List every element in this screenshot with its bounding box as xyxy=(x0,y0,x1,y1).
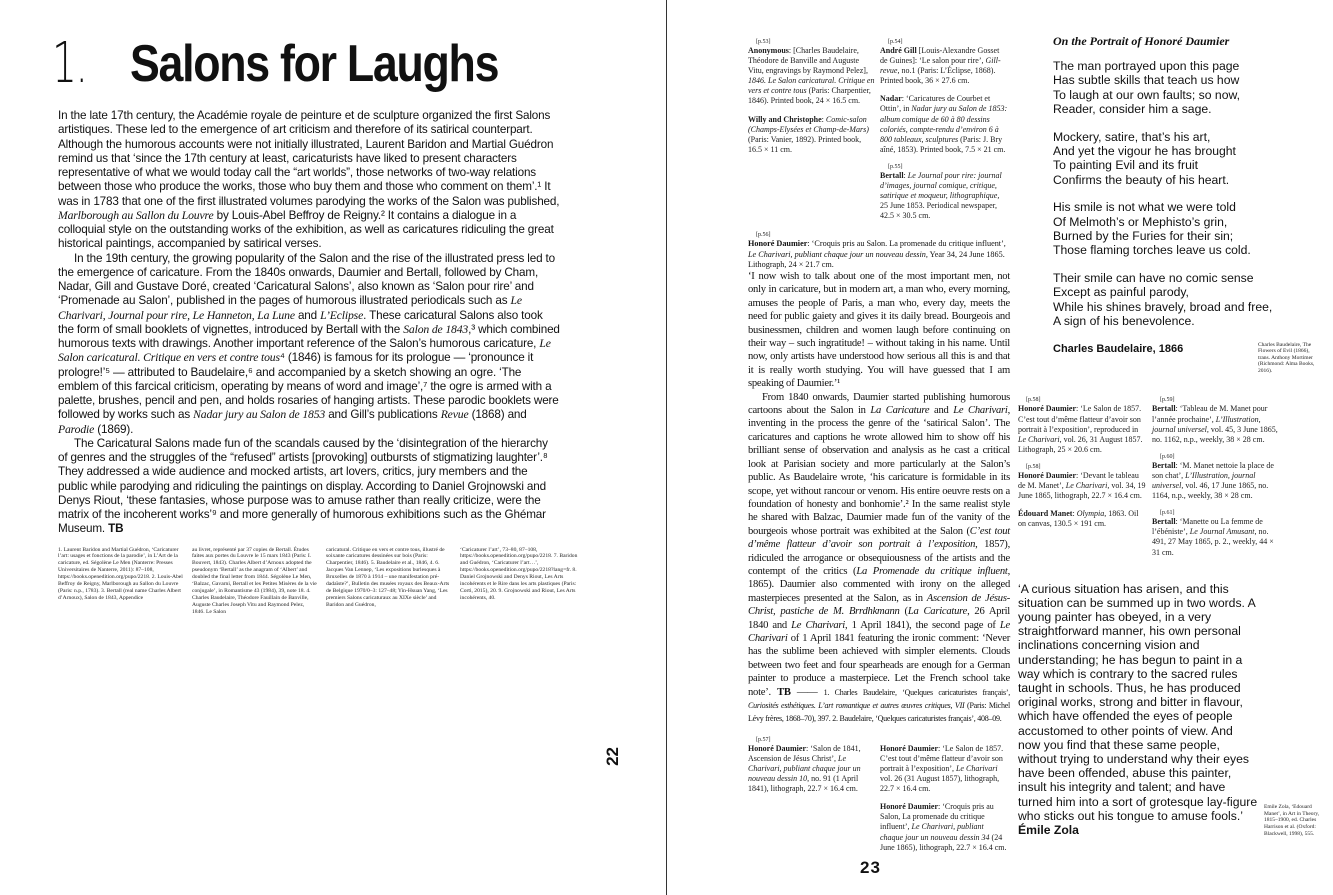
text-run: ( xyxy=(899,606,908,618)
caption-title: Gill-revue xyxy=(880,56,1001,76)
footnotes-col-4: ‘Caricaturer l’art’, 73–80, 87–108, https://books.openedition.org/pupo/2218. 7. Baridon and Guédron, ‘Caricaturer l’art…’, https://books.openedition.org/pupo/2218?lang=fr. 8. Daniel Grojnowski and Denys Riout, Les Arts incohérents et le Rire dans les arts plastiques (Paris: Corti, 2015), 20. 9. Grojnowski and Riout, Les Arts incohérents, 40. xyxy=(460,546,578,601)
captions-mid xyxy=(1018,396,1318,557)
caption-artist: Édouard Manet xyxy=(1018,509,1073,519)
poem-line: Except as painful parody, xyxy=(1053,285,1189,300)
text-run: and xyxy=(294,308,321,322)
italic-title: Le Charivari xyxy=(953,405,1008,417)
caption-text: : ‘Croquis pris au Salon. La promenade du critique influent’, xyxy=(807,239,1006,249)
poem-line: Confirms the beauty of his heart. xyxy=(1053,172,1230,187)
author-initials: TB xyxy=(108,522,124,536)
chapter-title: Salons for Laughs xyxy=(130,35,499,93)
italic-title: C’est tout d’même flatteur d’avoir son portrait à l’exposition xyxy=(748,525,1011,551)
captions-top-right xyxy=(880,38,1008,221)
chapter-number: 1. xyxy=(52,31,87,96)
italic-title: Nadar jury au Salon de 1853 xyxy=(193,408,326,422)
caption-artist: Honoré Daumier xyxy=(748,743,806,753)
italic-title: L’Eclipse xyxy=(320,308,364,322)
poem-line: To laugh at our own faults; so now, xyxy=(1053,87,1240,102)
poem-line: Burned by the Furies for their sin; xyxy=(1053,229,1234,244)
page-gutter xyxy=(666,0,667,895)
caption-artist: Anonymous xyxy=(748,46,789,55)
caption-artist: Honoré Daumier xyxy=(880,802,938,812)
text-run: of 1 April 1841 featuring the ironic comment: ‘Never has the sublime been achieved with simpler elements. Clouds between two feet and four spearheads are enough for a German painter to produce a masterpiece. Let the French school take note’. xyxy=(748,632,1010,698)
caption-title: Le Charivari xyxy=(955,764,998,774)
stanza xyxy=(1053,200,1318,258)
image-caption xyxy=(1018,463,1146,501)
caption-details: , no.1 (Paris: L’Éclipse, 1868). Printed book, 36 × 27.6 cm. xyxy=(880,66,996,86)
poem-stanzas xyxy=(1053,59,1318,329)
caption-text: : ‘Salon de 1841, Ascension de Jésus Christ’, xyxy=(748,743,861,763)
poem-line: Of Melmoth’s or Mephisto’s grin, xyxy=(1053,214,1228,229)
paragraph xyxy=(748,270,1010,391)
text-run: , 26 April 1840 and xyxy=(748,606,1010,631)
caption-text: : ‘Le Salon de 1857. C’est tout d’même flatteur d’avoir son portrait à l’exposition’, reproduced in xyxy=(1018,404,1142,434)
italic-title: Marlborough au Sallon du Louvre xyxy=(58,208,214,222)
italic-title: Revue xyxy=(440,408,469,422)
text-run: ,³ which combined humorous texts with drawings. Another important reference of the Salon’s humorous caricature, xyxy=(58,322,560,350)
main-essay xyxy=(748,231,1010,725)
italic-title: Ascension de Jésus-Christ, pastiche de M. Brrdhkmann xyxy=(748,592,1010,618)
plate-reference: [p.59] xyxy=(1160,397,1175,404)
caption-artist: Nadar xyxy=(880,94,902,104)
caption-text: : xyxy=(903,170,908,180)
footnotes-col-1: 1. Laurent Baridon and Martial Guédron, ‘Caricaturer l’art: usages et fonctions de la parodie’, in L’Art de la caricature, ed. Ségolène Le Men (Nanterre: Presses Universitaires de Nanterre, 2011): 87–108, https://books.openedition.org/pupo/2218. 2. Louis-Abel Beffroy de Reigny, Marlborough au Sallon du Louvre (Paris: n.p., 1783). 3. Bertall (real name Charles Albert d’Arnoux), Salon de 1843, Appendice xyxy=(58,546,183,601)
poem xyxy=(1053,33,1318,374)
caption-artist: Bertall xyxy=(1152,460,1176,470)
caption-details: (24 June 1865), lithograph, 22.7 × 16.4 cm. xyxy=(880,832,1007,852)
poem-line: His smile is not what we were told xyxy=(1053,200,1236,215)
caption-title: Le Journal pour rire: journal d’images, journal comique, critique, satirique et moqueur, lithographique, xyxy=(880,170,1002,201)
poem-line: And yet the vigour he has brought xyxy=(1053,144,1236,159)
text-run: , 1 April 1841), the second page of xyxy=(845,619,1000,631)
poem-signature-row xyxy=(1053,342,1318,375)
italic-title: Le Charivari xyxy=(748,619,1010,644)
italic-title: Le Charivari, Journal pour rire, Le Hanneton, La Lune xyxy=(58,294,522,322)
caption-details: , vol. 45, 3 June 1865, no. 1162, n.p., weekly, 38 × 28 cm. xyxy=(1152,424,1278,444)
caption-text: : ‘Devant le tableau de M. Manet’, xyxy=(1018,470,1139,491)
poem-line: Their smile can have no comic sense xyxy=(1053,270,1254,285)
caption-details: (Paris: J. Bry aîné, 1853). Printed book, 7.5 × 21 cm. xyxy=(880,134,1006,154)
footnotes-col-2: au livret, représenté par 37 copies de Bertall. Études faites aux portes du Louvre le 15 mars 1843 (Paris: I. Bouvert, 1843). Charles Albert d’Arnoux adopted the pseudonym ‘Bertall’ as the anagram of ‘Albert’ and doubled the final letter from 1844. Ségolène Le Men, ‘Balzac, Gavarni, Bertall et les Petites Misères de la vie conjugale’, in Romantisme 43 (1984), 39, note 18. 4. Charles Baudelaire, Théodore Fauillain de Banville, Auguste Charles Joseph Vitu and Raymond Pelez, 1846. Le Salon xyxy=(192,546,317,615)
caption-text: : ‘M. Manet nettoie la place de son chat’, xyxy=(1152,460,1274,480)
text-run: (1869). xyxy=(94,422,134,436)
text-run: , 1865). Daumier also commented with irony on the alleged masterpieces presented at the Salon, as in xyxy=(748,565,1010,604)
paragraph xyxy=(58,437,560,537)
left-page-content xyxy=(58,109,578,616)
plate-reference: [p.60] xyxy=(1160,453,1175,460)
caption-title: Comic-salon (Champs-Elysées et Champ-de-Mars) xyxy=(748,114,869,134)
caption-details: (Paris: Charpentier, 1846). Printed book, 24 × 16.5 cm. xyxy=(748,86,871,106)
poem-line: The man portrayed upon this page xyxy=(1053,59,1240,73)
caption-title: Le Charivari xyxy=(1065,481,1108,491)
text-run: ‘I now wish to talk about one of the most important men, not only in caricature, but in modern art, a man who, every morning, amuses the people of Paris, a man who, every day, meets the need for public gaiety and gives it its daily bread. Bourgeois and businessmen, children and women laugh before continuing on their way – such ingratitude! – without taking in his name. Until now, only artists have understood how serious all this is and that it is really worth studying. You will have guessed that I am speaking of Daumier.’¹ xyxy=(748,271,1010,390)
poem-line: While his shines bravely, broad and free, xyxy=(1053,299,1273,314)
italic-title: Le Charivari xyxy=(791,619,845,631)
captions-mid-left xyxy=(1018,396,1146,529)
image-caption xyxy=(748,736,876,794)
caption-text: : ‘Le Salon de 1857. C’est tout d’même flatteur d’avoir son portrait à l’exposition’, xyxy=(880,743,1004,774)
poem-line: Reader, consider him a sage. xyxy=(1053,102,1212,117)
footnotes xyxy=(58,546,578,616)
captions-mid-right xyxy=(1152,396,1280,557)
caption-artist: André Gill xyxy=(880,46,917,55)
plate-reference: [p.56] xyxy=(756,232,771,239)
text-run: and xyxy=(929,405,954,417)
caption-artist: Honoré Daumier xyxy=(1018,404,1076,414)
plate-reference: [p.58] xyxy=(1026,463,1041,470)
page-number-right: 23 xyxy=(860,858,881,877)
caption-details: , no. 91 (1 April 1841), lithograph, 22.7 × 16.4 cm. xyxy=(748,774,859,794)
caption-artist: Honoré Daumier xyxy=(1018,470,1076,480)
caption-text: : ‘Croquis pris au Salon, La promenade du critique influent’, xyxy=(880,802,994,832)
paragraph xyxy=(58,109,560,252)
plate-reference: [p.58] xyxy=(1026,397,1041,404)
captions-top-left xyxy=(748,38,876,155)
page-number-left: 22 xyxy=(603,747,622,766)
text-run: From 1840 onwards, Daumier started publishing humorous cartoons about the Salon in xyxy=(748,391,1010,417)
caption-text: : xyxy=(1072,509,1077,519)
text-run: , 1857), ridiculed the arrogance or obsequiousness of the artists and the contempt of the critics ( xyxy=(748,539,1010,577)
caption-artist: Willy and Christophe xyxy=(748,114,822,124)
poem-signature: Charles Baudelaire, 1866 xyxy=(1053,342,1184,355)
image-caption xyxy=(1152,396,1280,444)
italic-title: Parodie xyxy=(58,422,95,436)
text-run: . These caricatural Salons also took the form of small booklets of vignettes, introduced by Bertall with the xyxy=(58,308,543,336)
captions-bottom xyxy=(748,736,1010,853)
author-initials: TB xyxy=(777,686,791,698)
text-run: by Louis-Abel Beffroy de Reigny.² It contains a dialogue in a colloquial style on the outstanding works of the exhibition, as well as caricatures ridiculing the great historical paintings, accompanied by satirical verses. xyxy=(58,208,554,251)
caption-title: L’Illustration, journal universel xyxy=(1152,414,1261,434)
poem-line: A sign of his benevolence. xyxy=(1053,314,1195,329)
footnotes-col-3: caricatural. Critique en vers et contre tous, illustré de soixante caricatures dessinées sur bois (Paris: Charpentier, 1846). 5. Baudelaire et al., 1846, 4. 6. Jacques Van Lennep, ‘Les expositions burlesques à Bruxelles de 1870 à 1914 – une manifestation pré-dadaïste?’, Bulletin des musées royaux des Beaux-Arts de Belgique 1970/0–3: 127–48; Yin-Hsuan Yang, ‘Les premiers Salons caricaturaux au XIXe siècle’ and Baridon and Guédron, xyxy=(326,546,450,608)
text-run: (1868) and xyxy=(468,408,527,422)
caption-details: 25 June 1853. Periodical newspaper, 42.5 × 30.5 cm. xyxy=(880,201,997,221)
poem-source: Charles Baudelaire, The Flowers of Evil (1866), trans. Anthony Mortimer (Richmond: Alma Books, 2016). xyxy=(1258,341,1315,374)
caption-text: : ‘Manette ou La femme de l’ébéniste’, xyxy=(1152,517,1263,537)
caption-details: , no. 491, 27 May 1865, p. 2., weekly, 44 × 31 cm. xyxy=(1152,527,1274,557)
plate-reference: [p.54] xyxy=(888,39,903,45)
right-page-column-2 xyxy=(1018,33,1318,837)
captions-top xyxy=(748,38,1010,221)
poem-title: On the Portrait of Honoré Daumier xyxy=(1053,34,1230,48)
image-caption xyxy=(880,38,1008,86)
image-caption xyxy=(880,94,1008,155)
poem-line: Has subtle skills that teach us how xyxy=(1053,73,1240,88)
caption-details: vol. 26 (31 August 1857), lithograph, 22.7 × 16.4 cm. xyxy=(880,774,1000,794)
endnote: (Paris: Michel Lévy frères, 1868–70), 397. 2. Baudelaire, ‘Quelques caricaturistes français’, 408–09. xyxy=(748,701,1010,724)
caption-title: Olympia xyxy=(1076,509,1105,519)
plate-reference: [p.53] xyxy=(756,39,771,45)
stanza xyxy=(1053,271,1318,329)
image-caption xyxy=(880,802,1008,852)
caption-details: , vol. 34, 19 June 1865, lithograph, 22.7 × 16.4 cm. xyxy=(1018,481,1146,501)
caption-artist: Bertall xyxy=(1152,517,1176,527)
caption-title: Le Charivari xyxy=(1018,434,1060,444)
italic-title: Le Salon caricatural. Critique en vers et contre tous xyxy=(58,337,551,365)
endnote-title: Curiosités esthétiques. L’art romantique et autres œuvres critiques, VII xyxy=(748,701,965,711)
caption-artist: Bertall xyxy=(880,170,904,180)
plate-reference: [p.61] xyxy=(1160,510,1175,517)
essay-caption xyxy=(748,231,1010,270)
caption-details: , Year 34, 24 June 1865. Lithograph, 24 × 21.7 cm. xyxy=(748,249,1005,269)
caption-title: Le Charivari, publiant chaque jour un nouveau dessin 10 xyxy=(748,753,861,784)
paragraph xyxy=(58,252,560,437)
zola-source: Emile Zola, ‘Edouard Manet’, in Art in Theory, 1815–1900, ed. Charles Harrison et al. (Oxford: Blackwell, 1998), 555. xyxy=(1264,804,1320,837)
caption-text: : ‘Tableau de M. Manet pour l’année prochaine’, xyxy=(1152,404,1268,424)
caption-artist: Bertall xyxy=(1152,404,1176,414)
caption-title: Le Journal Amusant xyxy=(1189,527,1255,537)
poem-line: Those flaming torches leave us cold. xyxy=(1053,243,1251,258)
caption-details: , vol. 46, 17 June 1865, no. 1164, n.p., weekly, 38 × 28 cm. xyxy=(1152,481,1269,501)
caption-text: : ‘Caricatures de Courbet et Ottin’, in xyxy=(880,94,991,114)
captions-bottom-right xyxy=(880,736,1008,853)
body-text xyxy=(58,109,560,537)
endnote: 1. Charles Baudelaire, ‘Quelques caricaturistes français’, xyxy=(823,687,1010,697)
text-run: , inventing in the process the genre of the ‘satirical Salon’. The caricatures and captions he wrote allowed him to show off his brilliant sense of observation and analysis as he cast a critical look at Parisian society and more particularly at the Salon’s public. As Baudelaire wrote, ‘his caricature is formidable in its scope, yet without rancour or venom. His entire oeuvre rests on a foundation of honesty and bonhomie’.² In the same realist style he shared with Balzac, Daumier made fun of the vanity of the bourgeois whose portrait was exhibited at the Salon ( xyxy=(748,405,1010,537)
text-run: —— xyxy=(790,686,824,698)
caption-title: Le Charivari, publiant chaque jour un nouveau dessin 34 xyxy=(880,822,990,842)
captions-bottom-left xyxy=(748,736,876,794)
plate-reference: [p.55] xyxy=(888,163,903,170)
quote-block xyxy=(1018,582,1258,838)
plate-reference: [p.57] xyxy=(756,736,771,743)
caption-artist: Honoré Daumier xyxy=(748,239,808,249)
caption-title: Nadar jury au Salon de 1853: album comique de 60 à 80 dessins coloriés, compte-rendu d’environ 6 à 800 tableaux, sculptures xyxy=(880,104,1008,144)
caption-title: 1846. Le Salon caricatural. Critique en vers et contre tous xyxy=(748,76,875,96)
right-page-column-1 xyxy=(748,38,1010,853)
caption-artist: Honoré Daumier xyxy=(880,743,938,753)
caption-text: : [Charles Baudelaire, Théodore de Banville and Auguste Vitu, engravings by Raymond Pelez], xyxy=(748,46,868,76)
image-caption xyxy=(1018,509,1146,529)
image-caption xyxy=(1018,396,1146,454)
stanza xyxy=(1053,59,1318,117)
caption-text: : xyxy=(821,114,826,124)
image-caption xyxy=(748,38,876,107)
paragraph xyxy=(748,391,1010,726)
text-run: The Caricatural Salons made fun of the scandals caused by the ‘disintegration of the hierarchy of genres and the struggles of the “refused” artists [provoking] outbursts of stigmatizing laughter’.⁸ They addressed a wide audience and mocked artists, art lovers, critics, jury members and the public while parodying and ridiculing the paintings on display. According to Daniel Grojnowski and Denys Riout, ‘these fantasies, whose purpose was to amuse rather than really criticize, were the matrix of the incoherent works’⁹ and more generally of humorous exhibitions such as the Ghémar Museum. xyxy=(58,436,548,536)
text-run: ⁴ (1846) is famous for its prologue — ‘pronounce it prologre!’⁵ — attributed to Baudelaire,⁶ and accompanied by a sketch showing an ogre. ‘The emblem of this farcical criticism, operating by means of word and image’,⁷ the ogre is armed with a palette, brushes, pencil and pen, and holds rosaries of hanging artists. These parodic booklets were followed by works such as xyxy=(58,351,559,422)
caption-details: , vol. 26, 31 August 1857. Lithograph, 25 × 20.6 cm. xyxy=(1018,434,1143,454)
image-caption xyxy=(1152,453,1280,501)
italic-title: La Caricature xyxy=(870,405,930,417)
text-run: and Gill’s publications xyxy=(325,408,441,422)
quote-author: Émile Zola xyxy=(1018,823,1079,838)
caption-title: L’Illustration, journal universel xyxy=(1152,470,1256,491)
image-caption xyxy=(880,163,1008,221)
caption-title: Le Charivari, publiant chaque jour un nouveau dessin xyxy=(748,249,926,259)
caption-text: [Louis-Alexandre Gosset de Guines]: ‘Le salon pour rire’, xyxy=(880,46,1000,66)
caption-details: (Paris: Vanier, 1892). Printed book, 16.5 × 11 cm. xyxy=(748,134,862,154)
italic-title: La Promenade du critique influent xyxy=(856,565,1008,577)
image-caption xyxy=(748,115,876,155)
stanza xyxy=(1053,130,1318,188)
poem-line: Mockery, satire, that’s his art, xyxy=(1053,129,1211,144)
poem-line: To painting Evil and its fruit xyxy=(1053,158,1198,173)
zola-quote xyxy=(1018,582,1318,838)
italic-title: Salon de 1843 xyxy=(403,322,469,336)
image-caption xyxy=(880,744,1008,794)
text-run: In the late 17th century, the Académie royale de peinture et de sculpture organized the first Salons artistiques. These led to the emergence of art criticism and therefore of its satirical counterpart. Although the humorous accounts were not initially illustrated, Laurent Baridon and Martial Guédron remind us that ‘since the 17th century at least, caricaturists have liked to present characters representative of what we would today call the “art worlds”, those networks of two-way relations between those who produce the works, those who buy them and those who comment on them’.¹ It was in 1783 that one of the first illustrated volumes parodying the works of the Salon was published, xyxy=(58,109,560,208)
quote-text: ‘A curious situation has arisen, and this situation can be summed up in two words. A young painter has obeyed, in a very straightforward manner, his own personal inclinations concerning vision and understanding; he has begun to paint in a way which is contrary to the sacred rules taught in schools. Thus, he has produced original works, strong and bitter in flavour, which have offended the eyes of people accustomed to other points of view. And now you find that these same people, without trying to understand why their eyes have been offended, abuse this painter, insult his integrity and talent; and have turned him into a sort of grotesque lay-figure who sticks out his tongue to amuse fools.’ xyxy=(1018,581,1258,823)
italic-title: La Caricature xyxy=(907,606,968,618)
caption-details: , 1863. Oil on canvas, 130.5 × 191 cm. xyxy=(1018,509,1139,529)
text-run: In the 19th century, the growing popularity of the Salon and the rise of the illustrated press led to the emergence of caricature. From the 1840s onwards, Daumier and Bertall, followed by Cham, Nadar, Gill and Gustave Doré, created ‘Caricatural Salons’, also known as ‘Salon pour rire’ and ‘Promenade au Salon’, published in the pages of humorous illustrated periodicals such as xyxy=(58,251,556,308)
image-caption xyxy=(1152,509,1280,557)
